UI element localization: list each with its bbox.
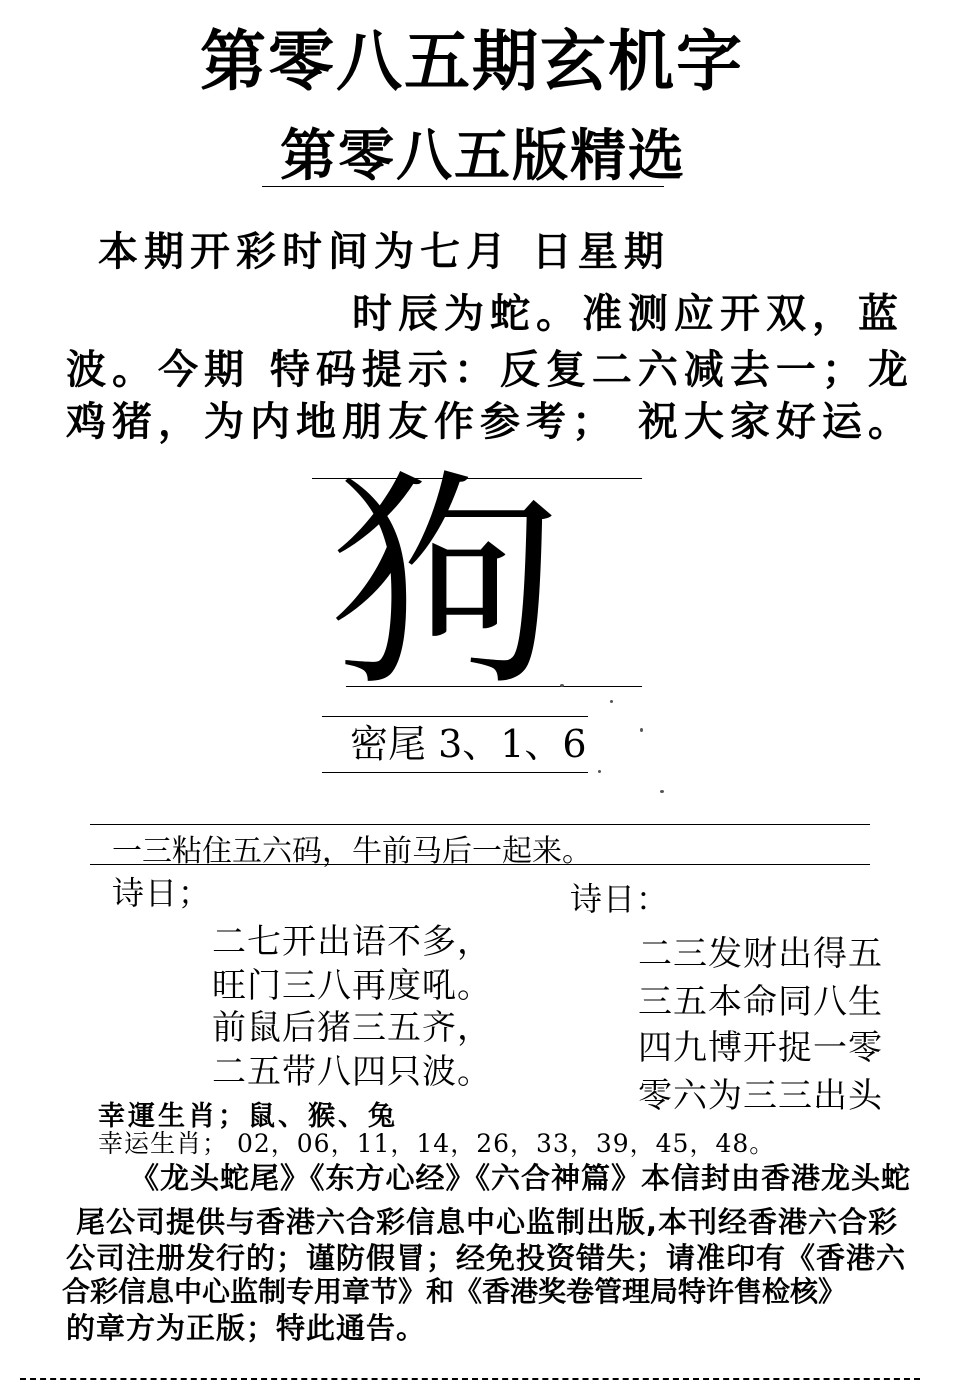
intro-line-2: 时辰为蛇。准测应开双，蓝: [352, 291, 904, 337]
feature-character: 狗: [330, 451, 561, 718]
poem-right-heading: 诗日：: [570, 880, 670, 918]
tail-numbers: 密尾 3、1、6: [350, 722, 587, 766]
poem-left-line-1: 二七开出语不多，: [212, 922, 492, 962]
lucky-zodiac: 幸運生肖；鼠、猴、兔: [98, 1101, 398, 1132]
scan-speck: [660, 790, 664, 793]
scan-speck: [560, 684, 564, 687]
notice-line-5: 的章方为正版；特此通告。: [66, 1311, 427, 1345]
lucky-numbers: 幸运生肖； 02，06，11，14，26，33，39，45，48。: [98, 1129, 776, 1158]
poem-right-line-3: 四九博开捉一零: [638, 1028, 883, 1068]
hint-line: 一三粘住五六码，牛前马后一起来。: [112, 834, 592, 869]
scan-speck: [598, 770, 601, 773]
poem-left-line-2: 旺门三八再度吼。: [212, 966, 492, 1006]
page-subtitle: 第零八五版精选: [280, 124, 686, 189]
poem-right-line-4: 零六为三三出头: [638, 1076, 883, 1116]
notice-line-1: 《龙头蛇尾》《东方心经》《六合神篇》本信封由香港龙头蛇: [130, 1161, 912, 1195]
poem-left-line-3: 前鼠后猪三五齐，: [212, 1008, 492, 1048]
tail-box-top: [322, 716, 588, 717]
intro-line-3: 波。今期 特码提示：反复二六减去一；龙: [66, 347, 914, 393]
feature-bottom-rule: [346, 686, 642, 687]
notice-line-2: 尾公司提供与香港六合彩信息中心监制出版,本刊经香港六合彩: [76, 1205, 899, 1239]
hint-top-rule: [90, 824, 870, 825]
scan-speck: [640, 728, 643, 732]
poem-left-line-4: 二五带八四只波。: [212, 1052, 492, 1092]
intro-line-4: 鸡猪，为内地朋友作参考； 祝大家好运。: [66, 399, 914, 445]
scan-speck: [610, 700, 613, 703]
notice-line-3: 公司注册发行的；谨防假冒；经免投资错失；请准印有《香港六: [66, 1241, 907, 1275]
subtitle-underline: [262, 186, 664, 187]
intro-line-1: 本期开彩时间为七月 日星期: [98, 229, 670, 275]
poem-left-heading: 诗日；: [112, 874, 212, 912]
poem-right-line-2: 三五本命同八生: [638, 982, 883, 1022]
poem-right-line-1: 二三发财出得五: [638, 934, 883, 974]
hint-bottom-rule: [90, 864, 870, 865]
notice-line-4: 合彩信息中心监制专用章节》和《香港奖卷管理局特许售检核》: [62, 1275, 847, 1308]
tail-box-bottom: [322, 772, 588, 773]
page-title: 第零八五期玄机字: [200, 23, 744, 100]
bottom-edge-rule: [20, 1378, 920, 1380]
